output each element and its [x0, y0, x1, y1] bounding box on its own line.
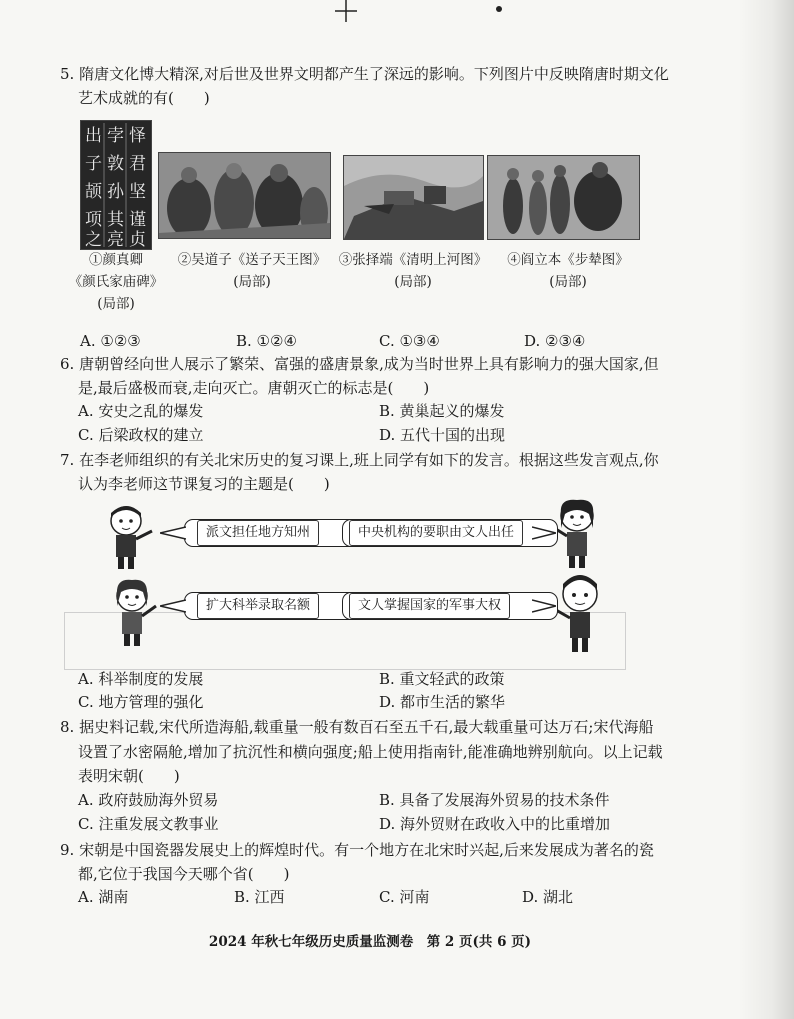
svg-text:子: 子 — [85, 154, 102, 174]
q6-option-b[interactable]: B. 黄巢起义的爆发 — [379, 402, 505, 420]
caption-3-line1: ③张择端《清明上河图》 — [338, 252, 488, 268]
svg-text:敦: 敦 — [107, 154, 124, 174]
speech-tail-2 — [532, 525, 556, 541]
student-4-icon — [552, 574, 608, 654]
q7-stem-line1: 7. 在李老师组织的有关北宋历史的复习课上,班上同学有如下的发言。根据这些发言观点,你 — [60, 451, 659, 469]
speech-tail-4 — [532, 598, 556, 614]
q7-option-a[interactable]: A. 科举制度的发展 — [78, 670, 204, 688]
speech-text-1: 派文担任地方知州 — [197, 520, 319, 546]
speech-tail-1 — [160, 525, 186, 541]
speech-bubble-3 — [184, 592, 360, 620]
svg-text:其: 其 — [107, 210, 124, 230]
q5-option-a[interactable]: A. ①②③ — [80, 332, 141, 350]
q5-stem-line2: 艺术成就的有( ) — [78, 89, 210, 107]
svg-text:孛: 孛 — [107, 126, 124, 146]
q6-stem-line2: 是,最后盛极而衰,走向灭亡。唐朝灭亡的标志是( ) — [78, 379, 430, 397]
caption-4-line1: ④阎立本《步辇图》 — [507, 252, 629, 268]
speech-text-3: 扩大科举录取名额 — [197, 593, 319, 619]
q9-option-a[interactable]: A. 湖南 — [78, 888, 129, 906]
q8-stem-line3: 表明宋朝( ) — [78, 767, 180, 785]
registration-dot — [496, 6, 502, 12]
caption-4-line2: (局部) — [549, 274, 587, 290]
svg-text:贞: 贞 — [129, 230, 146, 249]
svg-text:孙: 孙 — [107, 182, 124, 202]
q6-stem-line1: 6. 唐朝曾经向世人展示了繁荣、富强的盛唐景象,成为当时世界上具有影响力的强大国家,但 — [60, 355, 659, 373]
q9-option-d[interactable]: D. 湖北 — [522, 888, 574, 906]
svg-text:颉: 颉 — [85, 182, 102, 202]
caption-1-line3: (局部) — [97, 296, 135, 312]
calligraphy-image — [80, 120, 152, 250]
q9-option-c[interactable]: C. 河南 — [379, 888, 430, 906]
q9-stem-line1: 9. 宋朝是中国瓷器发展史上的辉煌时代。有一个地方在北宋时兴起,后来发展成为著名的瓷 — [60, 841, 654, 859]
speech-text-2: 中央机构的要职由文人出任 — [349, 520, 523, 546]
q7-option-c[interactable]: C. 地方管理的强化 — [78, 693, 204, 711]
painting-bu-nian-image — [487, 155, 640, 240]
svg-text:坚: 坚 — [129, 182, 146, 202]
svg-text:项: 项 — [85, 210, 102, 230]
q5-option-c[interactable]: C. ①③④ — [379, 332, 440, 350]
q8-option-a[interactable]: A. 政府鼓励海外贸易 — [78, 791, 219, 809]
caption-2-line1: ②吴道子《送子天王图》 — [177, 252, 327, 268]
crop-mark-icon — [335, 0, 357, 22]
q5-stem-line1: 5. 隋唐文化博大精深,对后世及世界文明都产生了深远的影响。下列图片中反映隋唐时期文化 — [60, 65, 669, 83]
svg-text:君: 君 — [129, 154, 146, 174]
painting-qing-ming-image — [343, 155, 484, 240]
q8-stem-line2: 设置了水密隔舱,增加了抗沉性和横向强度;船上使用指南针,能准确地辨别航向。以上记载 — [78, 743, 663, 761]
page-edge-shadow — [738, 0, 794, 1019]
q8-option-b[interactable]: B. 具备了发展海外贸易的技术条件 — [379, 791, 610, 809]
q7-option-d[interactable]: D. 都市生活的繁华 — [379, 693, 506, 711]
caption-1-line2: 《颜氏家庙碑》 — [68, 274, 164, 290]
q9-option-b[interactable]: B. 江西 — [234, 888, 285, 906]
svg-text:怿: 怿 — [129, 126, 146, 146]
q5-option-d[interactable]: D. ②③④ — [524, 332, 586, 350]
speech-tail-3 — [160, 598, 186, 614]
page-footer: 2024 年秋七年级历史质量监测卷 第 2 页(共 6 页) — [208, 934, 532, 950]
speech-text-4: 文人掌握国家的军事大权 — [349, 593, 510, 619]
q9-stem-line2: 都,它位于我国今天哪个省( ) — [78, 865, 290, 883]
q8-stem-line1: 8. 据史料记载,宋代所造海船,载重量一般有数百石至五千石,最大载重量可达万石;宋代海船 — [60, 718, 654, 736]
student-3-icon — [108, 578, 164, 648]
caption-1-line1: ①颜真卿 — [89, 252, 143, 268]
q8-option-c[interactable]: C. 注重发展文教事业 — [78, 815, 219, 833]
speech-bubble-2 — [342, 519, 558, 547]
student-1-icon — [100, 505, 160, 571]
q6-option-a[interactable]: A. 安史之乱的爆发 — [78, 402, 204, 420]
q8-option-d[interactable]: D. 海外贸财在政收入中的比重增加 — [379, 815, 611, 833]
q6-option-c[interactable]: C. 后梁政权的建立 — [78, 426, 204, 444]
svg-text:之: 之 — [85, 230, 102, 249]
svg-text:亮: 亮 — [107, 230, 124, 249]
svg-text:谨: 谨 — [129, 210, 146, 230]
q5-option-b[interactable]: B. ①②④ — [236, 332, 297, 350]
caption-2-line2: (局部) — [233, 274, 271, 290]
q7-option-b[interactable]: B. 重文轻武的政策 — [379, 670, 505, 688]
caption-3-line2: (局部) — [394, 274, 432, 290]
q7-stem-line2: 认为李老师这节课复习的主题是( ) — [78, 475, 330, 493]
speech-bubble-4 — [342, 592, 558, 620]
svg-text:出: 出 — [85, 126, 102, 146]
q6-option-d[interactable]: D. 五代十国的出现 — [379, 426, 506, 444]
speech-bubble-1 — [184, 519, 360, 547]
painting-song-zi-tian-wang-image — [158, 152, 331, 239]
